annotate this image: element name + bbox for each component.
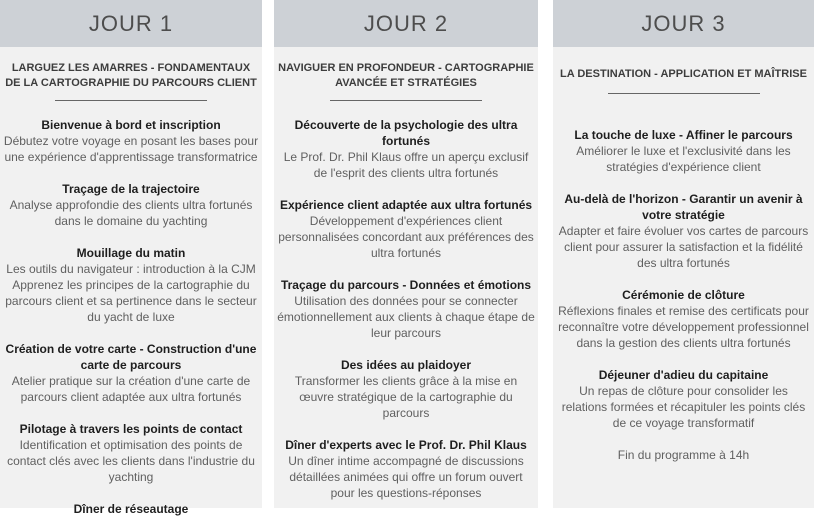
agenda-item <box>553 367 814 431</box>
day-theme: NAVIGUER EN PROFONDEUR - CARTOGRAPHIE AVANCÉE ET STRATÉGIES <box>278 62 534 89</box>
day-heading: JOUR 1 <box>0 0 262 47</box>
agenda-item-description: Atelier pratique sur la création d'une carte de parcours client adaptée aux ultra fortunés <box>11 374 251 404</box>
agenda-item <box>0 421 262 485</box>
agenda-item-description: Un repas de clôture pour consolider les relations formées et récapituler les points clés de ce voyage transformatif <box>561 384 806 430</box>
agenda-item-description: Utilisation des données pour se connecter émotionnellement aux clients à chaque étape de leur parcours <box>277 294 535 340</box>
day-theme: LARGUEZ LES AMARRES - FONDAMENTAUX DE LA CARTOGRAPHIE DU PARCOURS CLIENT <box>5 62 257 89</box>
agenda-item <box>274 437 538 501</box>
agenda-item <box>553 127 814 175</box>
agenda-item-description: Adapter et faire évoluer vos cartes de parcours client pour assurer la satisfaction et la fidélité des ultra fortunés <box>558 224 809 270</box>
agenda-item-title: Traçage du parcours - Données et émotions <box>280 278 532 292</box>
agenda-item-title: Bienvenue à bord et inscription <box>41 118 221 132</box>
theme-divider <box>55 100 207 101</box>
agenda-item <box>0 501 262 517</box>
agenda-item-title: Dîner d'experts avec le Prof. Dr. Phil Klaus <box>285 438 527 452</box>
agenda-item-title: Pilotage à travers les points de contact <box>19 422 243 436</box>
agenda-item-description: Réflexions finales et remise des certificats pour reconnaître votre développement professionnel dans la gestion des clients ultra fortunés <box>558 304 809 350</box>
day-heading: JOUR 3 <box>553 0 814 47</box>
agenda-item-description: Un dîner intime accompagné de discussions détaillées animées qui offre un forum ouvert pour les questions-réponses <box>288 454 524 500</box>
agenda-item-description: Analyse approfondie des clients ultra fortunés dans le domaine du yachting <box>9 198 253 228</box>
agenda-item <box>0 117 262 165</box>
agenda-item-title: Mouillage du matin <box>76 246 186 260</box>
agenda-item-title: Découverte de la psychologie des ultra fortunés <box>294 118 518 148</box>
agenda-item-title: Traçage de la trajectoire <box>62 182 200 196</box>
day-column-3 <box>553 0 814 508</box>
agenda-item-description: Améliorer le luxe et l'exclusivité dans les stratégies d'expérience client <box>576 144 791 174</box>
agenda-item <box>0 341 262 405</box>
agenda-item-title: Déjeuner d'adieu du capitaine <box>598 368 769 382</box>
agenda-item-description: Débutez votre voyage en posant les bases pour une expérience d'apprentissage transformatrice <box>3 134 259 164</box>
program-end-note: Fin du programme à 14h <box>617 448 750 462</box>
agenda-item <box>0 181 262 229</box>
agenda-item <box>274 197 538 261</box>
day-heading: JOUR 2 <box>274 0 538 47</box>
agenda-list <box>553 127 814 463</box>
agenda-item-title: Au-delà de l'horizon - Garantir un avenir à votre stratégie <box>564 192 803 222</box>
theme-divider <box>330 100 482 101</box>
agenda-item <box>553 191 814 271</box>
agenda-item-description: Les outils du navigateur : introduction à la CJM Apprenez les principes de la cartographie du parcours client et sa pertinence dans le secteur du yacht de luxe <box>5 262 257 324</box>
agenda-item <box>274 117 538 181</box>
agenda-item-title: Cérémonie de clôture <box>622 288 745 302</box>
day-column-2 <box>274 0 538 508</box>
agenda-item <box>0 245 262 325</box>
agenda-item <box>274 357 538 421</box>
agenda-item-description: Transformer les clients grâce à la mise en œuvre stratégique de la cartographie du parcours <box>294 374 518 420</box>
day-theme: LA DESTINATION - APPLICATION ET MAÎTRISE <box>560 68 807 80</box>
agenda-item-title: Création de votre carte - Construction d'une carte de parcours <box>5 342 257 372</box>
agenda-item <box>553 287 814 351</box>
agenda-item-title: Des idées au plaidoyer <box>340 358 472 372</box>
agenda-item-title: La touche de luxe - Affiner le parcours <box>574 128 793 142</box>
agenda-item-description: Le Prof. Dr. Phil Klaus offre un aperçu exclusif de l'esprit des clients ultra fortunés <box>283 150 529 180</box>
agenda-list <box>274 117 538 501</box>
agenda-item-title: Expérience client adaptée aux ultra fortunés <box>279 198 533 212</box>
agenda-item-description: Développement d'expériences client personnalisées concordant aux préférences des ultra fortunés <box>278 214 534 260</box>
theme-divider <box>608 93 760 94</box>
agenda-list <box>0 117 262 517</box>
agenda-item <box>274 277 538 341</box>
day-column-1 <box>0 0 262 516</box>
agenda-item-description: Identification et optimisation des points de contact clés avec les clients dans l'industrie du yachting <box>7 438 255 484</box>
agenda-item-title: Dîner de réseautage <box>73 502 189 516</box>
